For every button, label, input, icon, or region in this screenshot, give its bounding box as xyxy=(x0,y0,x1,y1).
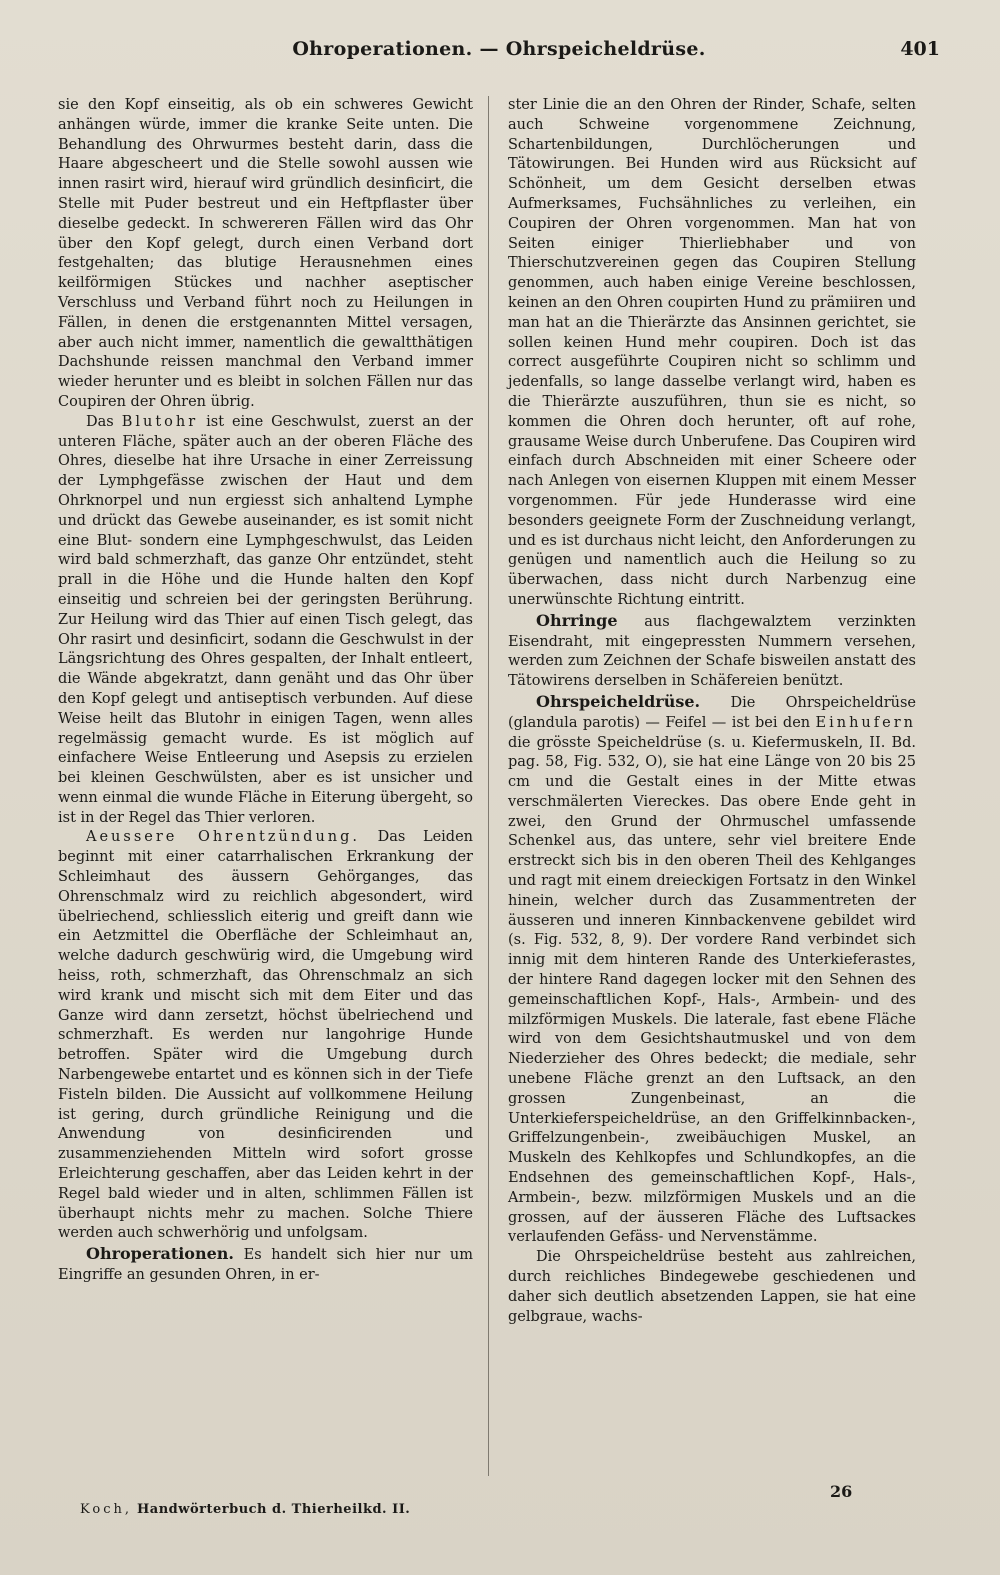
term-blutohr: Blutohr xyxy=(121,413,199,430)
column-divider xyxy=(488,96,489,1476)
paragraph-ohrringe xyxy=(508,611,916,692)
paragraph-lead: Das xyxy=(86,413,114,430)
paragraph-body: ist eine Geschwulst, zuerst an der unteren Fläche, später auch an der oberen Fläche des Ohres, dieselbe hat ihre Ursache in einer Zerreissung der Lymphgefässe zwischen der Haut und dem Ohrknorpel und nun ergiesst sich anhaltend Lymphe und drückt das Gewebe auseinander, es ist somit nicht eine Blut- sondern eine Lymphgeschwulst, das Leiden wird bald schmerzhaft, das ganze Ohr entzündet, steht prall in die Höhe und die Hunde halten den Kopf einseitig und schreien bei der geringsten Berührung. Zur Heilung wird das Thier auf einen Tisch gelegt, das Ohr rasirt und desinficirt, sodann die Geschwulst in der Längsrichtung des Ohres gespalten, der Inhalt entleert, die Wände abgekratzt, dann genäht und das Ohr über den Kopf gelegt und antiseptisch verbunden. Auf diese Weise heilt das Blutohr in einigen Tagen, wenn alles regelmässig gemacht wurde. Es ist möglich auf einfachere Weise Entleerung und Asepsis zu erzielen bei kleinen Geschwülsten, aber es ist unsicher und wenn einmal die wunde Fläche in Eiterung übergeht, so ist in der Regel das Thier verloren. xyxy=(58,413,473,826)
paragraph-blutohr xyxy=(58,413,473,829)
printer-signature: 26 xyxy=(830,1482,853,1501)
footer-work-title: Handwörterbuch d. Thierheilkd. II. xyxy=(137,1502,411,1517)
term-aeussere-ohrentzuendung: Aeussere Ohrentzündung. xyxy=(86,829,361,846)
paragraph-body: Es handelt sich hier nur um Eingriffe an gesunden Ohren, in er- xyxy=(58,1247,474,1284)
term-einhufern: Einhufern xyxy=(815,714,916,731)
paragraph-body: die grösste Speicheldrüse (s. u. Kiefermuskeln, II. Bd. pag. 58, Fig. 532, O), sie hat eine Länge von 20 bis 25 cm und die Gestalt eines in der Mitte etwas verschmälerten Viereckes. Das obere Ende geht in zwei, den Grund der Ohrmuschel umfassende Schenkel aus, das untere, sehr viel breitere Ende erstreckt sich bis in den oberen Theil des Kehlganges und ragt mit einem dreieckigen Fortsatz in den Winkel hinein, welcher durch das Zusammentreten der äusseren und inneren Kinnbackenvene gebildet wird (s. Fig. 532, 8, 9). Der vordere Rand verbindet sich innig mit dem hinteren Rande des Unterkieferastes, der hintere Rand dagegen locker mit den Sehnen des gemeinschaftlichen Kopf-, Hals-, Armbein- und des milzförmigen Muskels. Die laterale, fast ebene Fläche wird von dem Gesichtshautmuskel und von dem Niederzieher des Ohres bedeckt; die mediale, sehr unebene Fläche grenzt an den Luftsack, an den grossen Zungenbeinast, an die Unterkieferspeicheldrüse, an den Griffelkinnbacken-, Griffelzungenbein-, zweibäuchigen Muskel, an Muskeln des Kehlkopfes und Schlundkopfes, an die Endsehnen des gemeinschaftlichen Kopf-, Hals-, Armbein-, bezw. milzförmigen Muskels und an die grossen, auf der äusseren Fläche des Luftsackes verlaufenden Gefäss- und Nervenstämme. xyxy=(508,734,916,1246)
footer-author: Koch, xyxy=(80,1502,132,1517)
paragraph-ohrspeicheldruese xyxy=(508,692,916,1248)
paragraph-body: Das Leiden beginnt mit einer catarrhalischen Erkrankung der Schleimhaut des äussern Gehörganges, das Ohrenschmalz wird zu reichlich abgesondert, wird übelriechend, schliesslich eiterig und greift dann wie ein Aetzmittel die Oberfläche der Schleimhaut an, welche dadurch geschwürig wird, die Umgebung wird heiss, roth, schmerzhaft, das Ohrenschmalz an sich wird krank und mischt sich mit dem Eiter und das Ganze wird dann zersetzt, höchst übelriechend und schmerzhaft. Es werden nur langohrige Hunde betroffen. Später wird die Umgebung durch Narbengewebe entartet und es können sich in der Tiefe Fisteln bilden. Die Aussicht auf vollkommene Heilung ist gering, durch gründliche Reinigung und die Anwendung von desinficirenden und zusammenziehenden Mitteln wird sofort grosse Erleichterung geschaffen, aber das Leiden kehrt in der Regel bald wieder und in alten, schlimmen Fällen ist überhaupt nichts mehr zu machen. Solche Thiere werden auch schwerhörig und unfolgsam. xyxy=(58,829,473,1242)
paragraph-ohrwurm-continued: sie den Kopf einseitig, als ob ein schweres Gewicht anhängen würde, immer die kranke Seite unten. Die Behandlung des Ohrwurmes besteht darin, dass die Haare abgescheert und die Stelle sowohl aussen wie innen rasirt wird, hierauf wird gründlich desinficirt, die Stelle mit Puder bestreut und ein Heftpflaster über dieselbe gedeckt. In schwereren Fällen wird das Ohr über den Kopf gelegt, durch einen Verband dort festgehalten; das blutige Herausnehmen eines keilförmigen Stückes und nachher aseptischer Verschluss und Verband führt noch zu Heilungen in Fällen, in denen die erstgenannten Mittel versagen, aber auch nicht immer, namentlich die gewaltthätigen Dachshunde reissen manchmal den Verband immer wieder herunter und es bleibt in solchen Fällen nur das Coupiren der Ohren übrig. xyxy=(58,97,473,410)
term-ohrspeicheldruese: Ohrspeicheldrüse. xyxy=(536,691,701,711)
right-column xyxy=(508,96,916,1327)
page-header xyxy=(58,38,940,68)
page-footer xyxy=(80,1502,410,1517)
paragraph-ohroperationen-continued: ster Linie die an den Ohren der Rinder, Schafe, selten auch Schweine vorgenommene Zeichnung, Schartenbildungen, Durchlöcherungen und Tätowirungen. Bei Hunden wird aus Rücksicht auf Schönheit, um dem Gesicht derselben etwas Aufmerksames, Fuchsähnliches zu verleihen, ein Coupiren der Ohren vorgenommen. Man hat von Seiten einiger Thierliebhaber und von Thierschutzvereinen gegen das Coupiren Stellung genommen, auch haben einige Vereine beschlossen, keinen an den Ohren coupirten Hund zu prämiiren und man hat an die Thierärzte das Ansinnen gerichtet, sie sollen keinen Hund mehr coupiren. Doch ist das correct ausgeführte Coupiren nicht so schlimm und jedenfalls, so lange dasselbe verlangt wird, haben es die Thierärzte auszuführen, thun sie es nicht, so kommen die Ohren doch herunter, oft auf rohe, grausame Weise durch Unberufene. Das Coupiren wird einfach durch Abschneiden mit einer Scheere oder nach Anlegen von eisernen Kluppen mit einem Messer vorgenommen. Für jede Hunderasse wird eine besonders geeignete Form der Zuschneidung verlangt, und es ist durchaus nicht leicht, den Anforderungen zu genügen und namentlich auch die Heilung so zu überwachen, dass nicht durch Narbenzug eine unerwünschte Richtung eintritt. xyxy=(508,97,916,608)
page-number: 401 xyxy=(900,38,940,60)
paragraph-ohrspeicheldruese-structure: Die Ohrspeicheldrüse besteht aus zahlreichen, durch reichliches Bindegewebe geschiedenen und daher sich deutlich absetzenden Lappen, sie hat eine gelbgraue, wachs- xyxy=(508,1249,916,1325)
left-column xyxy=(58,96,473,1286)
paragraph-ohrentzuendung xyxy=(58,828,473,1244)
term-ohrringe: Ohrringe xyxy=(536,610,618,630)
term-ohroperationen: Ohroperationen. xyxy=(86,1244,234,1264)
running-title: Ohroperationen. — Ohrspeicheldrüse. xyxy=(292,38,706,60)
paragraph-body: Die Ohrspeicheldrüse (glandula parotis) — Feifel — ist bei den xyxy=(508,694,916,731)
paragraph-body: aus flachgewalztem verzinkten Eisendraht, mit eingepressten Nummern versehen, werden zum Zeichnen der Schafe bisweilen anstatt des Tätowirens derselben in Schäfereien benützt. xyxy=(508,613,917,690)
paragraph-ohroperationen xyxy=(58,1244,473,1286)
